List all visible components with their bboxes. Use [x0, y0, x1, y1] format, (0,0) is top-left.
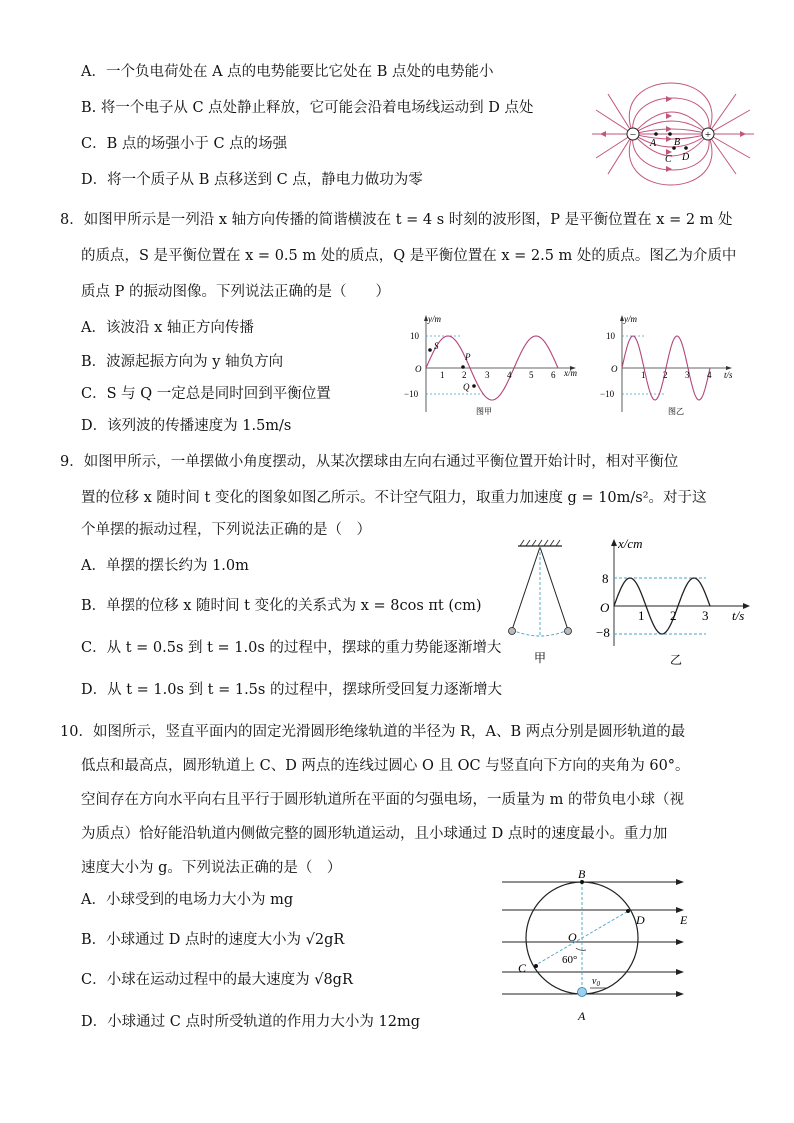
- field-arrows: [676, 879, 684, 997]
- caption-yi: 图乙: [668, 407, 684, 416]
- x-tick: 6: [551, 370, 556, 380]
- positive-sign: +: [704, 129, 712, 141]
- q10-option-d: D．小球通过 C 点时所受轨道的作用力大小为 12mg: [81, 1014, 421, 1030]
- point-a: [654, 132, 658, 136]
- ball: [578, 988, 587, 997]
- point-s: [428, 348, 432, 352]
- label-s: S: [434, 341, 439, 351]
- caption-yi: 乙: [670, 653, 683, 667]
- x-ticks: [641, 370, 712, 380]
- label-b: B: [578, 867, 586, 881]
- point-d: [626, 909, 630, 913]
- x-tick: 1: [440, 370, 445, 380]
- q8-option-c: C．S 与 Q 一定总是同时回到平衡位置: [81, 386, 331, 402]
- y-label: x/cm: [618, 536, 643, 551]
- label-a: A: [650, 138, 657, 149]
- q8-stem-line-3: 质点 P 的振动图像。下列说法正确的是（ ）: [81, 284, 390, 300]
- q7-option-b: B. 将一个电子从 C 点处静止释放，它可能会沿着电场线运动到 D 点处: [81, 100, 534, 116]
- q10-option-b: B．小球通过 D 点时的速度大小为 √2gR: [81, 932, 345, 948]
- x-label: x/m: [564, 368, 577, 378]
- q9-stem-line-2: 置的位移 x 随时间 t 变化的图象如图乙所示。不计空气阻力，取重力加速度 g = 10m/s²。对于这: [81, 490, 707, 506]
- point-d: [684, 146, 688, 150]
- q9-stem-line-1: 9．如图甲所示，一单摆做小角度摆动，从某次摆球由左向右通过平衡位置开始计时，相对平衡位: [60, 454, 679, 470]
- label-b: B: [674, 137, 681, 148]
- origin-label: O: [600, 600, 610, 615]
- label-d: D: [636, 913, 645, 927]
- t-tick: 3: [702, 608, 709, 623]
- q7-dipole-figure: [586, 86, 760, 186]
- x-tick: 4: [507, 370, 512, 380]
- t-tick: 2: [670, 608, 677, 623]
- q7-option-c: C．B 点的场强小于 C 点的场强: [81, 136, 288, 152]
- t-tick: 1: [638, 608, 645, 623]
- q10-option-c: C．小球在运动过程中的最大速度为 √8gR: [81, 972, 353, 988]
- y-label: y/m: [624, 314, 637, 324]
- label-o: O: [568, 930, 577, 944]
- q9-option-b: B．单摆的位移 x 随时间 t 变化的关系式为 x = 8cos πt (cm): [81, 598, 482, 614]
- label-subscript: 0: [596, 980, 600, 988]
- point-c: [534, 964, 538, 968]
- q9-option-a: A．单摆的摆长约为 1.0m: [81, 558, 249, 574]
- x-tick: 3: [485, 370, 490, 380]
- q10-stem-line-4: 为质点）恰好能沿轨道内侧做完整的圆形轨道运动，且小球通过 D 点时的速度最小。重力加: [81, 826, 668, 842]
- string-left: [512, 547, 540, 630]
- y-tick-10: 10: [410, 331, 419, 341]
- caption-jia: 甲: [534, 651, 547, 665]
- q9-stem-line-3: 个单摆的振动过程，下列说法正确的是（ ）: [81, 522, 371, 538]
- y-tick-10: 10: [606, 331, 615, 341]
- q8-option-b: B．波源起振方向为 y 轴负方向: [81, 354, 284, 370]
- q8-stem-line-1: 8．如图甲所示是一列沿 x 轴方向传播的简谐横波在 t = 4 s 时刻的波形图，P 是平衡位置在 x = 2 m 处: [60, 212, 733, 228]
- x-tick: 2: [462, 370, 467, 380]
- ceiling-hatch: [520, 540, 560, 546]
- x-ticks: [440, 370, 556, 380]
- q10-stem-line-5: 速度大小为 g。下列说法正确的是（ ）: [81, 860, 342, 876]
- bob-right: [565, 628, 572, 635]
- label-e: E: [680, 913, 688, 927]
- q9-xt-graph: [598, 536, 758, 670]
- label-v: v: [592, 976, 597, 987]
- q10-stem-line-3: 空间存在方向水平向右且平行于圆形轨道所在平面的匀强电场，一质量为 m 的带负电小球（视: [81, 792, 684, 808]
- x-label: t/s: [724, 370, 733, 380]
- q7-option-a: A．一个负电荷处在 A 点的电势能要比它处在 B 点处的电势能小: [81, 64, 494, 80]
- label-p: P: [465, 352, 471, 362]
- q9-option-d: D．从 t = 1.0s 到 t = 1.5s 的过程中，摆球所受回复力逐渐增大: [81, 682, 502, 698]
- angle-arc: [576, 948, 586, 950]
- y-tick-neg10: −10: [404, 389, 419, 399]
- y-tick-neg8: −8: [596, 625, 610, 640]
- origin-label: O: [415, 364, 422, 374]
- q8-option-d: D．该列波的传播速度为 1.5m/s: [81, 418, 292, 434]
- label-c: C: [518, 961, 527, 975]
- field-lines: [502, 882, 680, 994]
- label-d: D: [682, 152, 690, 163]
- label-v0: [592, 976, 600, 988]
- negative-sign: −: [629, 129, 637, 141]
- q10-stem-line-2: 低点和最高点，圆形轨道上 C、D 两点的连线过圆心 O 且 OC 与竖直向下方向的夹角为 60°。: [81, 758, 690, 774]
- q7-option-d: D．将一个质子从 B 点移送到 C 点，静电力做功为零: [81, 172, 423, 188]
- y-tick-8: 8: [602, 571, 609, 586]
- point-q: [472, 384, 476, 388]
- q10-option-a: A．小球受到的电场力大小为 mg: [81, 892, 294, 908]
- q9-option-c: C．从 t = 0.5s 到 t = 1.0s 的过程中，摆球的重力势能逐渐增大: [81, 640, 502, 656]
- q8-stem-line-2: 的质点，S 是平衡位置在 x = 0.5 m 处的质点，Q 是平衡位置在 x = 2.5 m 处的质点。图乙为介质中: [81, 248, 737, 264]
- x-tick: 2: [663, 370, 668, 380]
- label-a: A: [578, 1009, 586, 1023]
- caption-jia: 图甲: [476, 407, 492, 416]
- q9-pendulum-figure: [500, 538, 592, 670]
- x-tick: 4: [707, 370, 712, 380]
- x-tick: 5: [529, 370, 534, 380]
- q8-vibration-graph: [600, 312, 738, 424]
- y-tick-neg10: −10: [600, 389, 615, 399]
- q8-wave-graph: [404, 312, 582, 424]
- q8-option-a: A．该波沿 x 轴正方向传播: [81, 320, 254, 336]
- x-label: t/s: [732, 608, 745, 623]
- label-q: Q: [463, 382, 470, 392]
- point-p: [461, 365, 465, 369]
- bob-left: [509, 628, 516, 635]
- label-angle: 60°: [562, 954, 578, 966]
- y-label: y/m: [428, 314, 441, 324]
- string-right: [540, 547, 568, 630]
- q10-stem-line-1: 10．如图所示，竖直平面内的固定光滑圆形绝缘轨道的半径为 R，A、B 两点分别是圆形轨道的最: [60, 724, 686, 740]
- field-lines: [592, 83, 754, 185]
- origin-label: O: [611, 364, 618, 374]
- x-tick: 3: [685, 370, 690, 380]
- point-b: [668, 132, 672, 136]
- t-ticks: [638, 608, 709, 623]
- label-c: C: [665, 154, 672, 165]
- x-tick: 1: [641, 370, 646, 380]
- q10-circular-track-figure: [500, 866, 700, 1026]
